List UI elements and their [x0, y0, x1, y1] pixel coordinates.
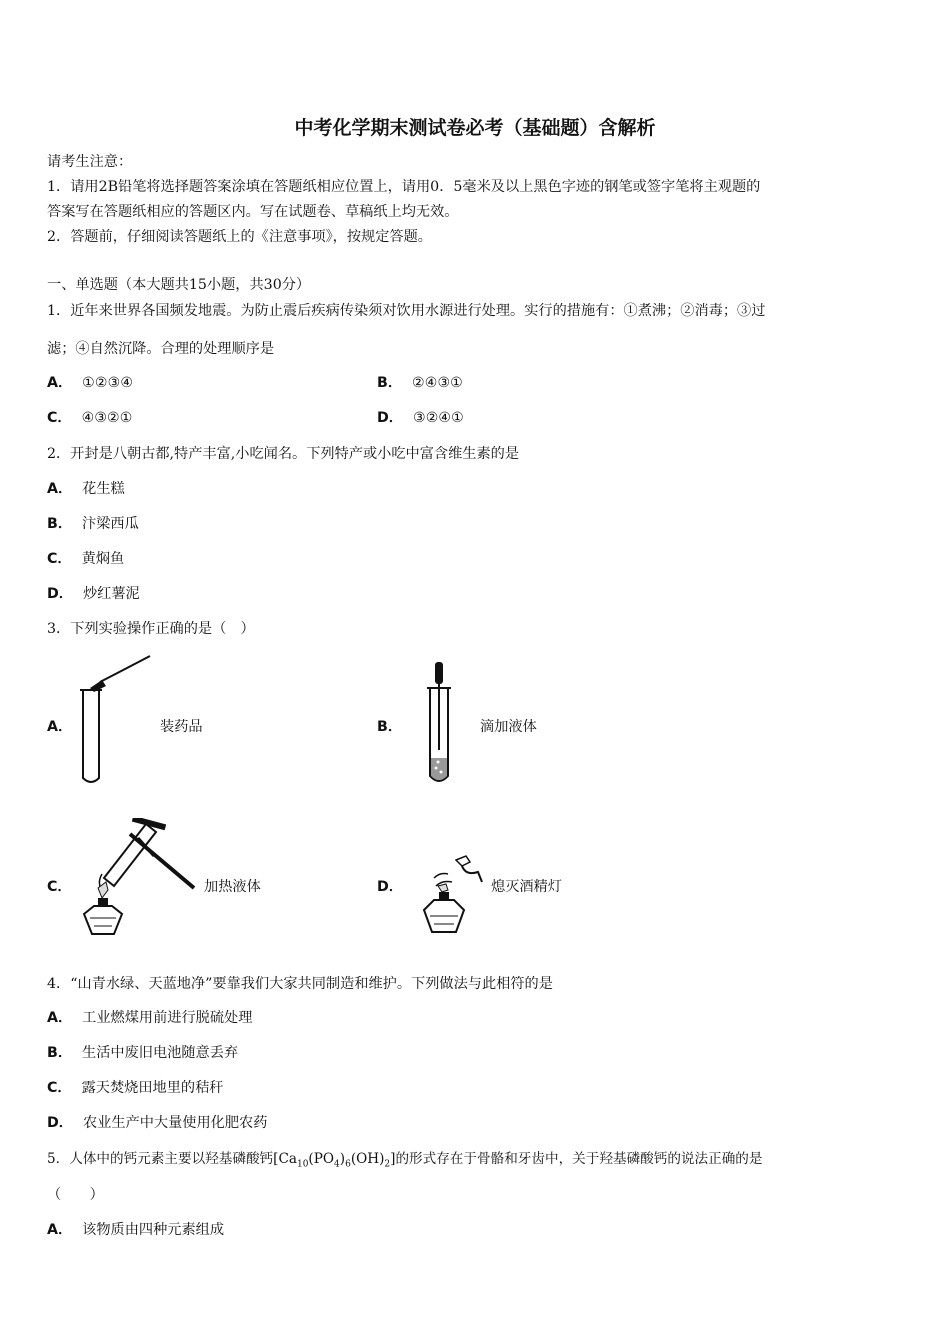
q2-option-c[interactable] [47, 550, 124, 568]
option-label: D． [47, 586, 73, 602]
q4-option-a[interactable] [47, 1009, 252, 1027]
heating-liquid-lamp-icon [74, 818, 204, 940]
option-text: ②④③① [412, 375, 463, 391]
option-label: B． [47, 516, 73, 532]
option-text: ①②③④ [82, 375, 134, 391]
option-text: 该物质由四种元素组成 [82, 1222, 225, 1238]
q3-option-c-text: 加热液体 [204, 879, 261, 895]
option-label: D． [47, 1115, 73, 1131]
option-text: 汴梁西瓜 [82, 516, 139, 532]
option-text: 生活中废旧电池随意丢弃 [82, 1045, 239, 1061]
section-heading: 一、单选题（本大题共15小题，共30分） [47, 277, 311, 293]
dropper-test-tube-icon [420, 658, 460, 788]
q1-stem-b: 滤；④自然沉降。合理的处理顺序是 [47, 341, 275, 357]
q3-option-b[interactable] [377, 718, 412, 736]
option-label: D． [377, 410, 403, 426]
option-label: B． [47, 1045, 73, 1061]
q3-stem: 3．下列实验操作正确的是（ ） [47, 621, 255, 637]
option-label: C． [47, 1080, 72, 1096]
notice-line-1a: 1．请用2B铅笔将选择题答案涂填在答题纸相应位置上，请用0．5毫米及以上黑色字迹的钢笔或签字笔将主观题的 [47, 179, 761, 195]
option-text: 露天焚烧田地里的秸秆 [81, 1080, 224, 1096]
option-label: A． [47, 1010, 73, 1026]
option-text: 农业生产中大量使用化肥农药 [82, 1115, 268, 1131]
option-text: ④③②① [81, 410, 133, 426]
option-text: ③②④① [412, 410, 464, 426]
q5-paren: （ ） [47, 1187, 104, 1203]
q3-option-c[interactable] [47, 878, 82, 896]
q2-option-b[interactable] [47, 515, 139, 533]
test-tube-spatula-icon [70, 652, 160, 787]
notice-line-1b: 答案写在答题纸相应的答题区内。写在试题卷、草稿纸上均无效。 [47, 204, 459, 220]
option-label: C． [47, 551, 72, 567]
option-label: A． [47, 481, 73, 497]
option-text: 工业燃煤用前进行脱硫处理 [82, 1010, 253, 1026]
option-label: C． [47, 410, 72, 426]
option-label: A． [47, 375, 73, 391]
option-label: B． [377, 719, 403, 735]
blow-out-lamp-icon [412, 852, 492, 942]
q3-option-d-text: 熄灭酒精灯 [491, 879, 562, 895]
option-text: 炒红薯泥 [82, 586, 140, 602]
q3-option-d[interactable] [377, 878, 413, 896]
option-label: A． [47, 1222, 73, 1238]
q1-option-d[interactable] [377, 409, 464, 427]
page-title: 中考化学期末测试卷必考（基础题）含解析 [294, 117, 656, 139]
q5-stem: 5．人体中的钙元素主要以羟基磷酸钙$[Ca_{10}(PO_4)_6(OH)_2]$的形式存在于骨骼和牙齿中，关于羟基磷酸钙的说法正确的是 [47, 1151, 763, 1170]
q5-option-a[interactable] [47, 1221, 224, 1239]
q1-option-a[interactable] [47, 374, 133, 392]
q3-option-b-text: 滴加液体 [480, 719, 537, 735]
option-text: 黄焖鱼 [81, 551, 125, 567]
notice-heading: 请考生注意： [47, 154, 133, 170]
q1-option-c[interactable] [47, 409, 133, 427]
q1-option-b[interactable] [377, 374, 463, 392]
q2-option-d[interactable] [47, 585, 140, 603]
option-label: D． [377, 879, 403, 895]
q4-option-c[interactable] [47, 1079, 224, 1097]
q3-option-a[interactable] [47, 718, 82, 736]
option-label: A． [47, 719, 73, 735]
option-label: C． [47, 879, 72, 895]
q4-option-b[interactable] [47, 1044, 238, 1062]
q4-option-d[interactable] [47, 1114, 267, 1132]
q1-stem-a: 1．近年来世界各国频发地震。为防止震后疾病传染须对饮用水源进行处理。实行的措施有：①煮沸；②消毒；③过 [47, 303, 766, 319]
q4-stem: 4．“山青水绿、天蓝地净”要靠我们大家共同制造和维护。下列做法与此相符的是 [47, 976, 553, 992]
q3-option-a-text: 装药品 [160, 719, 203, 735]
option-text: 花生糕 [82, 481, 125, 497]
q2-stem: 2．开封是八朝古都,特产丰富,小吃闻名。下列特产或小吃中富含维生素的是 [47, 446, 520, 462]
q2-option-a[interactable] [47, 480, 125, 498]
option-label: B． [377, 375, 403, 391]
notice-line-2: 2．答题前，仔细阅读答题纸上的《注意事项》，按规定答题。 [47, 229, 432, 245]
